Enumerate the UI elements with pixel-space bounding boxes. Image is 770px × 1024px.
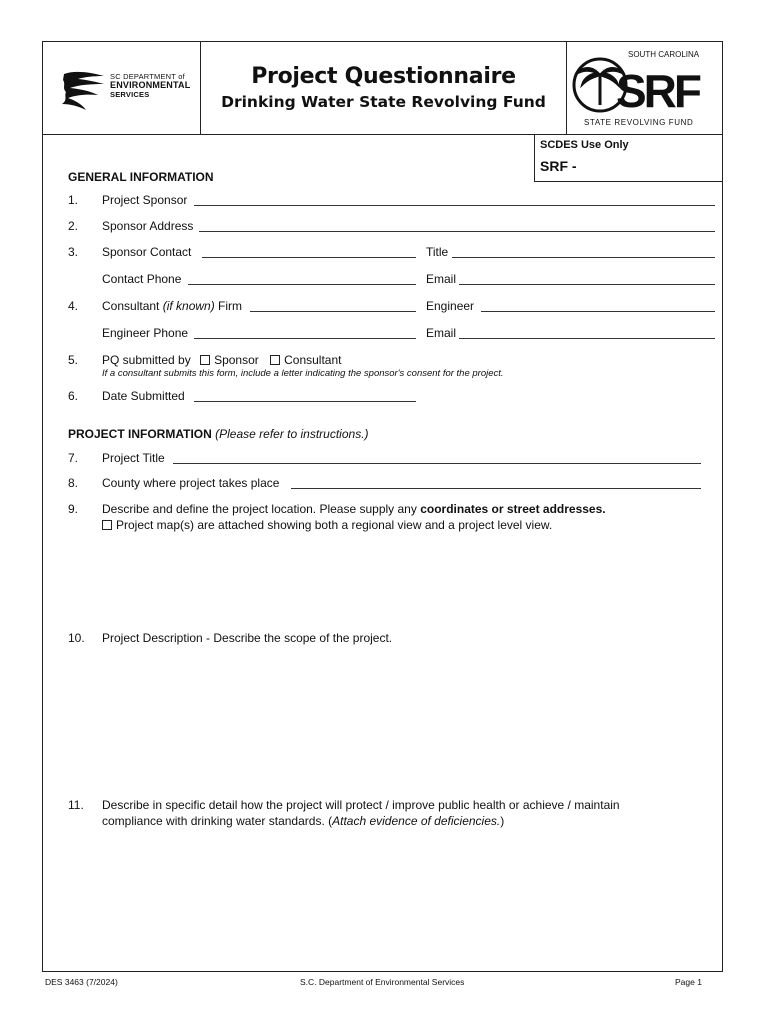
general-heading: GENERAL INFORMATION <box>68 170 214 184</box>
srf-top-text: SOUTH CAROLINA <box>628 50 700 59</box>
location-prompt <box>102 502 606 516</box>
agency-line1: SC DEPARTMENT of <box>110 72 185 81</box>
project-description-label: Project Description - Describe the scope of the project. <box>102 631 393 645</box>
sponsor-address-label: Sponsor Address <box>102 219 194 233</box>
page-number: Page 1 <box>675 977 702 987</box>
engineer-phone-label: Engineer Phone <box>102 326 189 340</box>
public-health-label-line2 <box>102 814 504 828</box>
use-only-label: SCDES Use Only <box>540 139 629 151</box>
project-heading <box>68 427 369 441</box>
email-label: Email <box>426 272 457 286</box>
contact-email-field[interactable] <box>459 284 715 285</box>
location-prompt-bold: coordinates or street addresses. <box>420 502 606 516</box>
project-title-label: Project Title <box>102 451 165 465</box>
engineer-email-field[interactable] <box>459 338 715 339</box>
public-health-note: Attach evidence of deficiencies. <box>332 814 501 828</box>
contact-phone-field[interactable] <box>188 284 416 285</box>
srf-mark-text: SRF <box>616 65 699 117</box>
item-number: 4. <box>68 299 79 313</box>
form-id: DES 3463 (7/2024) <box>45 977 118 987</box>
srf-logo-icon <box>570 45 720 131</box>
engineer-label: Engineer <box>426 299 475 313</box>
consultant-label <box>102 299 242 313</box>
page-subtitle: Drinking Water State Revolving Fund <box>221 93 546 111</box>
consultant-firm-field[interactable] <box>250 311 416 312</box>
project-sponsor-field[interactable] <box>194 205 715 206</box>
item-number: 2. <box>68 219 79 233</box>
consultant-label-text: Consultant <box>102 299 163 313</box>
item-number: 5. <box>68 353 79 367</box>
project-heading-note: (Please refer to instructions.) <box>215 427 369 441</box>
consent-note: If a consultant submits this form, include a letter indicating the sponsor's consent for the project. <box>102 368 504 379</box>
map-attached-checkbox[interactable] <box>102 520 112 530</box>
public-health-label-line1: Describe in specific detail how the project will protect / improve public health or achieve / maintain <box>102 798 620 812</box>
use-only-srf: SRF - <box>540 158 577 174</box>
agency-line2: ENVIRONMENTAL <box>110 80 191 90</box>
consultant-label-firm: Firm <box>214 299 243 313</box>
page-title: Project Questionnaire <box>251 64 516 89</box>
email-label: Email <box>426 326 457 340</box>
pq-submitted-text: PQ submitted by <box>102 353 191 367</box>
public-health-close: ) <box>500 814 505 828</box>
srf-bottom-text: STATE REVOLVING FUND <box>584 118 694 127</box>
item-number: 1. <box>68 193 79 207</box>
engineer-phone-field[interactable] <box>194 338 416 339</box>
item-number: 3. <box>68 245 79 259</box>
consultant-option-label: Consultant <box>284 353 342 367</box>
consultant-label-note: (if known) <box>162 299 215 313</box>
county-label: County where project takes place <box>102 476 280 490</box>
item-number: 11. <box>68 798 84 812</box>
contact-phone-label: Contact Phone <box>102 272 182 286</box>
project-title-field[interactable] <box>173 463 701 464</box>
sponsor-contact-field[interactable] <box>202 257 416 258</box>
location-prompt-text: Describe and define the project location. Please supply any <box>102 502 421 516</box>
public-health-text: compliance with drinking water standards. ( <box>102 814 333 828</box>
map-attached-option <box>102 518 552 532</box>
engineer-field[interactable] <box>481 311 715 312</box>
county-field[interactable] <box>291 488 701 489</box>
date-submitted-label: Date Submitted <box>102 389 185 403</box>
pq-submitted-label <box>102 353 341 367</box>
item-number: 8. <box>68 476 79 490</box>
sponsor-contact-label: Sponsor Contact <box>102 245 192 259</box>
item-number: 7. <box>68 451 79 465</box>
title-label: Title <box>426 245 449 259</box>
footer-agency: S.C. Department of Environmental Services <box>300 977 465 987</box>
consultant-checkbox[interactable] <box>270 355 280 365</box>
agency-line3: SERVICES <box>110 90 150 99</box>
item-number: 6. <box>68 389 79 403</box>
agency-name <box>110 72 190 99</box>
project-heading-text: PROJECT INFORMATION <box>68 427 212 441</box>
item-number: 10. <box>68 631 85 645</box>
map-attached-label: Project map(s) are attached showing both a regional view and a project level view. <box>116 518 553 532</box>
item-number: 9. <box>68 502 79 516</box>
sponsor-checkbox[interactable] <box>200 355 210 365</box>
date-submitted-field[interactable] <box>194 401 416 402</box>
project-sponsor-label: Project Sponsor <box>102 193 188 207</box>
sponsor-option-label: Sponsor <box>214 353 259 367</box>
title-field[interactable] <box>452 257 715 258</box>
sponsor-address-field[interactable] <box>199 231 715 232</box>
header-divider-right <box>566 41 567 135</box>
